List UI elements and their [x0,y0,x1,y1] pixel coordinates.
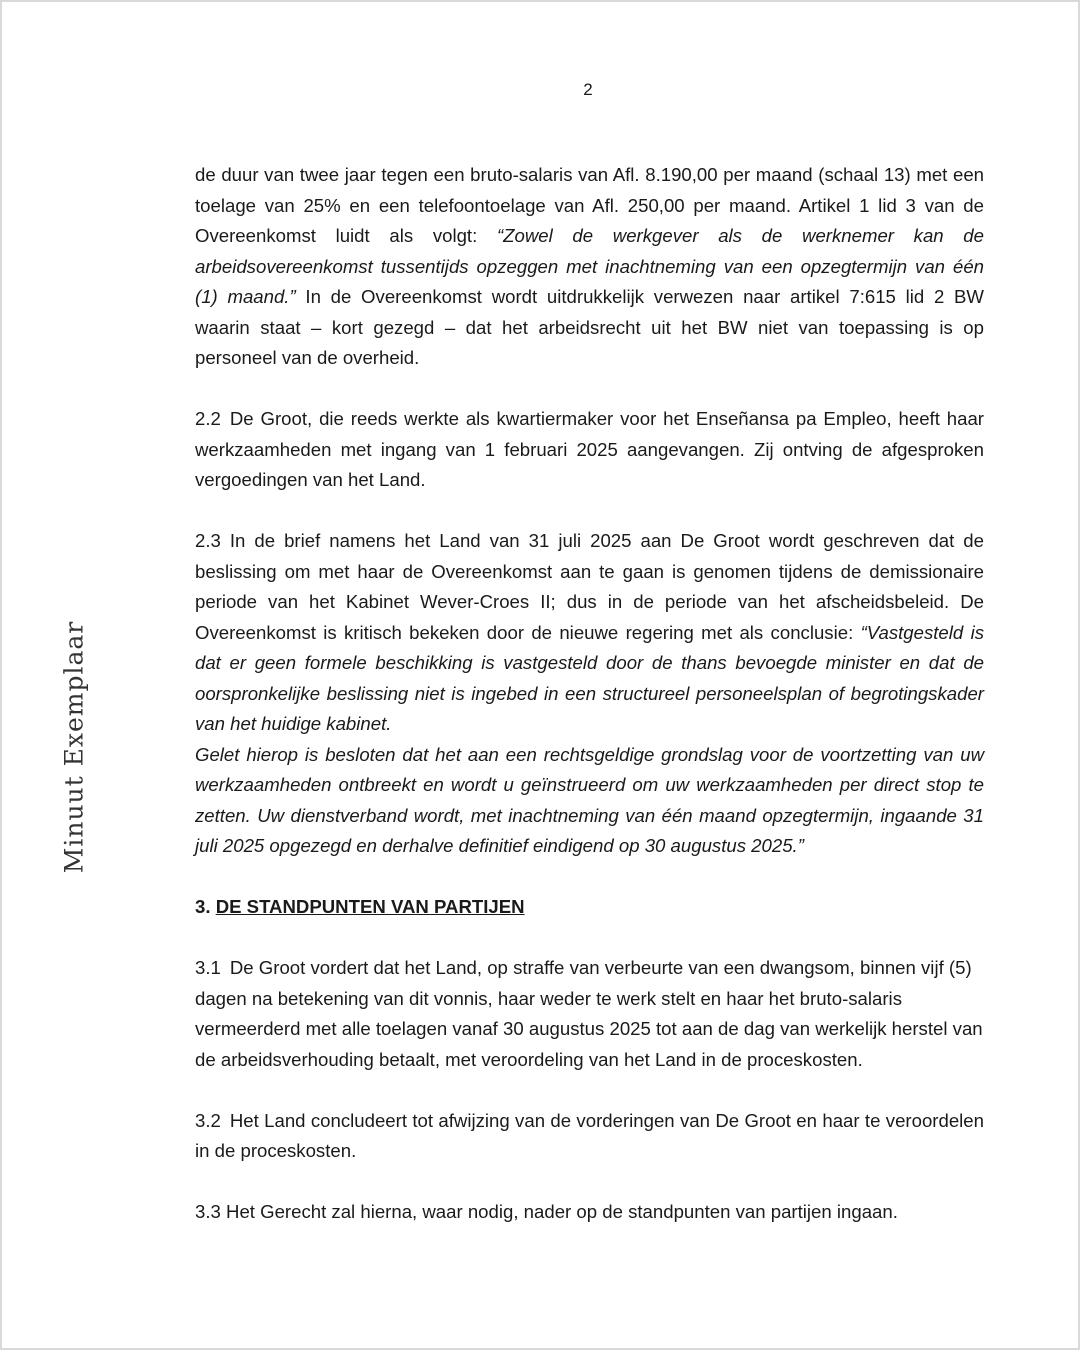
paragraph-number: 2.2 [195,408,221,429]
quoted-letter: Gelet hierop is besloten dat het aan een rechtsgeldige grondslag voor de voortzetting van uw werkzaamheden ontbreekt en wordt u geïnstrueerd om uw werkzaamheden per direct stop te zetten. Uw dienstverband wordt, met inachtneming van één maand opzegtermijn, ingaande 31 juli 2025 opgezegd en derhalve definitief eindigend op 30 augustus 2025.” [195,743,984,856]
paragraph-2-2 [195,404,984,496]
quoted-clause: “Zowel de werkgever als de werknemer kan de arbeidsovereenkomst tussentijds opzeggen met inachtneming van een opzegtermijn van één (1) maand.” [195,225,984,307]
page-number: 2 [583,80,593,99]
paragraph-text: De Groot vordert dat het Land, op straffe van verbeurte van een dwangsom, binnen vijf (5) dagen na betekening van dit vonnis, haar weder te werk stelt en haar het bruto-salaris vermeerderd met alle toelagen vanaf 30 augustus 2025 tot aan de dag van werkelijk herstel van de arbeidsverhouding betaalt, met veroordeling van het Land in de proceskosten. [195,957,983,1070]
paragraph-3-3 [195,1197,984,1228]
paragraph-text: 3.3 Het Gerecht zal hierna, waar nodig, nader op de standpunten van partijen ingaan. [195,1201,898,1222]
section-number: 3. [195,896,211,917]
section-title: DE STANDPUNTEN VAN PARTIJEN [215,896,525,917]
paragraph-number: 3.2 [195,1109,221,1131]
paragraph-text: In de brief namens het Land van 31 juli 2025 aan De Groot wordt geschreven dat de beslissing om met haar de Overeenkomst aan te gaan is genomen tijdens de demissionaire periode van het Kabinet Wever-Croes II; dus in de periode van het afscheidsbeleid. De Overeenkomst is kritisch bekeken door de nieuwe regering met als conclusie: [195,530,984,643]
paragraph-3-2 [195,1106,984,1167]
paragraph-text: In de Overeenkomst wordt uitdrukkelijk verwezen naar artikel 7:615 lid 2 BW waarin staat – kort gezegd – dat het arbeidsrecht uit het BW niet van toepassing is op personeel van de overheid. [195,286,984,368]
paragraph-3-1 [195,953,984,1075]
section-heading [195,892,984,923]
paragraph-2-3 [195,526,984,862]
paragraph-text: De Groot, die reeds werkte als kwartiermaker voor het Enseñansa pa Empleo, heeft haar werkzaamheden met ingang van 1 februari 2025 aangevangen. Zij ontving de afgesproken vergoedingen van het Land. [195,408,984,490]
paragraph-number: 3.1 [195,957,221,978]
paragraph-number: 2.3 [195,530,221,551]
paragraph-text: de duur van twee jaar tegen een bruto-salaris van Afl. 8.190,00 per maand (schaal 13) met een toelage van 25% en een telefoontoelage van Afl. 250,00 per maand. Artikel 1 lid 3 van de Overeenkomst luidt als volgt: [195,164,984,246]
document-body [195,160,984,1258]
paragraph-continuation [195,160,984,374]
minuut-exemplaar-stamp: Minuut Exemplaar [59,620,89,874]
quoted-letter: “Vastgesteld is dat er geen formele beschikking is vastgesteld door de thans bevoegde minister en dat de oorspronkelijke beslissing niet is ingebed in een structureel personeelsplan of begrotingskader van het huidige kabinet. [195,621,984,734]
paragraph-text: Het Land concludeert tot afwijzing van de vorderingen van De Groot en haar te veroordelen in de proceskosten. [195,1109,984,1161]
